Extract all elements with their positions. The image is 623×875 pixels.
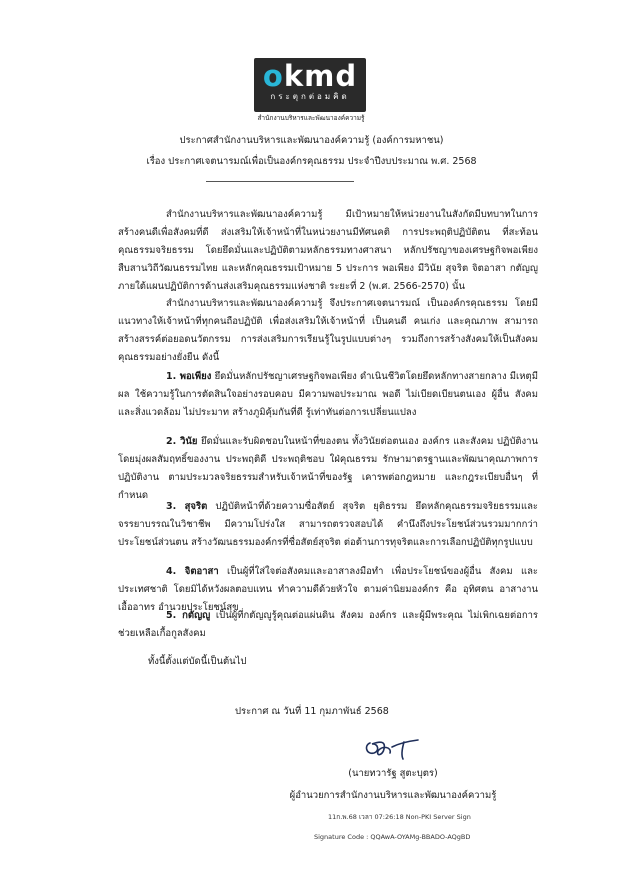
sign-timestamp: 11ก.พ.68 เวลา 07:26:18 Non-PKI Server Sign [328,813,471,821]
virtue-item [118,498,538,552]
logo-letter-o: o [262,59,284,93]
logo-tagline: กระตุกต่อมคิด [270,92,350,101]
closing-line: ทั้งนี้ตั้งแต่บัดนี้เป็นต้นไป [148,656,247,667]
okmd-logo [254,58,366,112]
announcement-subject: เรื่อง ประกาศเจตนารมณ์เพื่อเป็นองค์กรคุณธรรม ประจำปีงบประมาณ พ.ศ. 2568 [146,156,477,167]
announcement-date: ประกาศ ณ วันที่ 11 กุมภาพันธ์ 2568 [235,706,389,717]
virtue-title: 5. กตัญญู [166,610,211,621]
logo-wordmark [254,60,366,92]
virtue-text: ปฏิบัติหน้าที่ด้วยความซื่อสัตย์ สุจริต ยุติธรรม ยึดหลักคุณธรรมจริยธรรมและจรรยาบรรณในวิชาชีพ มีความโปร่งใส สามารถตรวจสอบได้ คำนึงถึงประโยชน์ส่วนรวมมากกว่าประโยชน์ส่วนตน สร้างวัฒนธรรมองค์กรที่ซื่อสัตย์สุจริต ต่อต้านการทุจริตและการเลือกปฏิบัติทุกรูปแบบ [118,501,538,548]
virtue-item [118,433,538,505]
signer-position: ผู้อำนวยการสำนักงานบริหารและพัฒนาองค์ความรู้ [289,790,497,801]
virtue-item [118,607,538,643]
signature-code: Signature Code : QQAwA-OYAMg-BBADO-AQgBD [314,833,471,841]
logo-letters: kmd [283,59,358,93]
virtue-title: 4. จิตอาสา [166,566,219,577]
virtue-text: ยึดมั่นและรับผิดชอบในหน้าที่ของตน ทั้งวินัยต่อตนเอง องค์กร และสังคม ปฏิบัติงานโดยมุ่งผลสัมฤทธิ์ของงาน ประพฤติดี ประพฤติชอบ ใฝ่คุณธรรม รักษามาตรฐานและพัฒนาคุณภาพการปฏิบัติงาน ตามประมวลจริยธรรมสำหรับเจ้าหน้าที่ของรัฐ เคารพต่อกฎหมาย และกฎระเบียบอื่นๆ ที่กำหนด [118,436,538,501]
handwritten-signature [362,735,422,763]
logo-subtitle: สำนักงานบริหารและพัฒนาองค์ความรู้ [257,114,365,122]
virtue-title: 1. พอเพียง [166,371,212,382]
virtue-title: 2. วินัย [166,436,198,447]
virtue-item [118,368,538,422]
paragraph-intro: สำนักงานบริหารและพัฒนาองค์ความรู้ มีเป้าหมายให้หน่วยงานในสังกัดมีบทบาทในการสร้างคนดีเพื่อสังคมที่ดี ส่งเสริมให้เจ้าหน้าที่ในหน่วยงานมีทัศนคติ การประพฤติปฏิบัติตน ที่สะท้อนคุณธรรมจริยธรรม โดยยึดมั่นและปฏิบัติตามหลักธรรมทางศาสนา หลักปรัชญาของเศรษฐกิจพอเพียง สืบสานวิถีวัฒนธรรมไทย และหลักคุณธรรมเป้าหมาย 5 ประการ พอเพียง มีวินัย สุจริต จิตอาสา กตัญญู ภายใต้แผนปฏิบัติการด้านส่งเสริมคุณธรรมแห่งชาติ ระยะที่ 2 (พ.ศ. 2566-2570) นั้น [118,209,538,292]
virtue-text: เป็นผู้ที่ใส่ใจต่อสังคมและอาสาลงมือทำ เพื่อประโยชน์ของผู้อื่น สังคม และประเทศชาติ โดยมิได้หวังผลตอบแทน ทำความดีด้วยหัวใจ ตามค่านิยมองค์กร คือ อุทิศตน อาสางาน เอื้ออาทร อำนวยประโยชน์สุข [118,566,539,613]
virtue-text: เป็นผู้ที่กตัญญูรู้คุณต่อแผ่นดิน สังคม องค์กร และผู้มีพระคุณ ไม่เพิกเฉยต่อการช่วยเหลือเกื้อกูลสังคม [118,610,539,639]
signer-name: (นายทวารัฐ สูตะบุตร) [348,768,438,779]
header-divider [206,181,354,182]
paragraph-intent: สำนักงานบริหารและพัฒนาองค์ความรู้ จึงประกาศเจตนารมณ์ เป็นองค์กรคุณธรรม โดยมีแนวทางให้เจ้าหน้าที่ทุกคนถือปฏิบัติ เพื่อส่งเสริมให้เจ้าหน้าที่ เป็นคนดี คนเก่ง และคุณภาพ สามารถสร้างสรรค์ต่อยอดนวัตกรรม การส่งเสริมการเรียนรู้ในรูปแบบต่างๆ รวมถึงการสร้างสังคมให้เป็นสังคมคุณธรรมอย่างยั่งยืน ดังนี้ [118,298,538,363]
virtue-text: ยึดมั่นหลักปรัชญาเศรษฐกิจพอเพียง ดำเนินชีวิตโดยยึดหลักทางสายกลาง มีเหตุมีผล ใช้ความรู้ในการตัดสินใจอย่างรอบคอบ มีความพอประมาณ พอดี ไม่เบียดเบียนตนเอง ผู้อื่น สังคม และสิ่งแวดล้อม ไม่ประมาท สร้างภูมิคุ้มกันที่ดี รู้เท่าทันต่อการเปลี่ยนแปลง [118,371,538,418]
announcement-title: ประกาศสำนักงานบริหารและพัฒนาองค์ความรู้ (องค์การมหาชน) [179,135,444,146]
virtue-title: 3. สุจริต [166,501,208,512]
